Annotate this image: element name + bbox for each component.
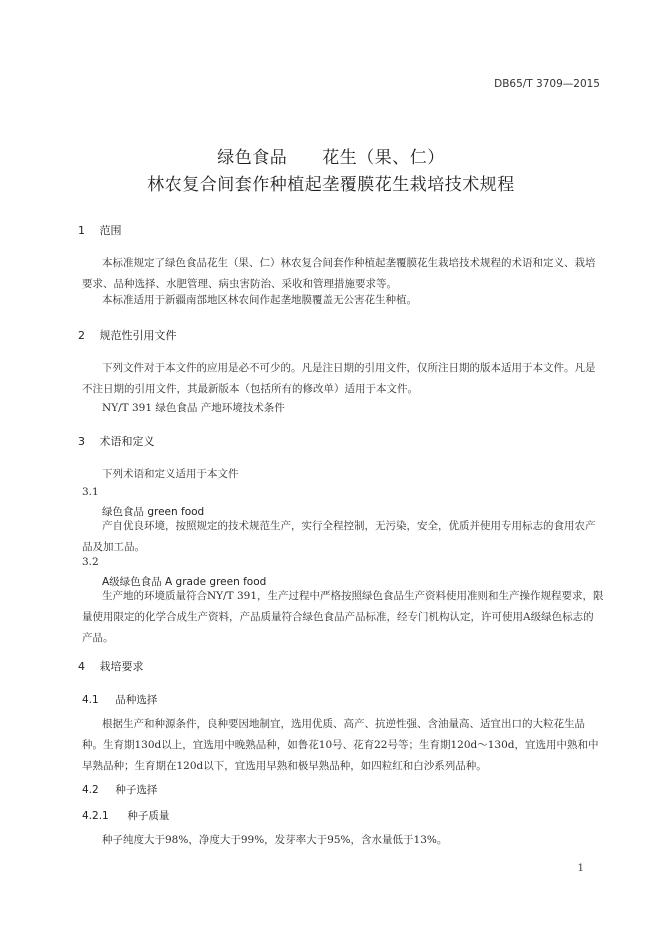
section-3-heading <box>78 433 155 449</box>
subsection-title: 品种选择 <box>115 694 158 706</box>
subsection-number: 4.1 <box>82 694 99 706</box>
term-3-2-number: 3.2 <box>82 556 99 568</box>
term-3-1-title: 绿色食品 green food <box>102 506 205 518</box>
terms-intro: 下列术语和定义适用于本文件 <box>102 468 239 480</box>
document-title-line1: 绿色食品 花生（果、仁） <box>217 148 445 168</box>
section-number: 3 <box>78 435 85 448</box>
subsection-4-1-heading <box>82 692 157 707</box>
subsection-4-2-1-paragraph: 种子纯度大于98%，净度大于99%，发芽率大于95%，含水量低于13%。 <box>102 834 448 846</box>
subsection-number: 4.2 <box>82 784 99 796</box>
section-title: 栽培要求 <box>99 660 144 673</box>
subsection-4-2-heading <box>82 782 157 797</box>
section-title: 范围 <box>99 224 122 237</box>
section-1-heading <box>78 222 122 238</box>
section-title: 术语和定义 <box>99 435 155 448</box>
section-number: 4 <box>78 660 85 673</box>
subsection-title: 种子选择 <box>115 784 158 796</box>
term-3-1-number: 3.1 <box>82 486 99 498</box>
section-number: 2 <box>78 329 85 342</box>
subsection-number: 4.2.1 <box>82 810 109 822</box>
normative-reference: NY/T 391 绿色食品 产地环境技术条件 <box>102 402 285 414</box>
term-3-2-definition: 生产地的环境质量符合NY/T 391，生产过程中严格按照绿色食品生产资料使用准则和生产操作规程要求，限量使用限定的化学合成生产资料，产品质量符合绿色食品产品标准，经专门机构认定，许可使用A级绿色标志的产品。 <box>82 590 604 644</box>
subsection-title: 种子质量 <box>127 810 170 822</box>
subsection-4-2-1-heading <box>82 808 169 823</box>
standard-number: DB65/T 3709—2015 <box>494 78 600 90</box>
section-2-paragraph-1: 下列文件对于本文件的应用是必不可少的。凡是注日期的引用文件，仅所注日期的版本适用于本文件。凡是不注日期的引用文件，其最新版本（包括所有的修改单）适用于本文件。 <box>82 362 596 395</box>
term-3-1-definition: 产自优良环境，按照规定的技术规范生产，实行全程控制，无污染，安全，优质并使用专用标志的食用农产品及加工品。 <box>82 520 596 553</box>
document-title-line2: 林农复合间套作种植起垄覆膜花生栽培技术规程 <box>147 175 515 195</box>
section-1-paragraph-1: 本标准规定了绿色食品花生（果、仁）林农复合间套作种植起垄覆膜花生栽培技术规程的术语和定义、栽培要求、品种选择、水肥管理、病虫害防治、采收和管理措施要求等。 <box>82 257 596 290</box>
section-1-paragraph-2: 本标准适用于新疆南部地区林农间作起垄地膜覆盖无公害花生种植。 <box>102 294 417 306</box>
section-4-heading <box>78 658 144 674</box>
section-2-heading <box>78 327 177 343</box>
subsection-4-1-paragraph: 根据生产和种源条件，良种要因地制宜，选用优质、高产、抗逆性强、含油量高、适宜出口的大粒花生品种。生育期130d以上，宜选用中晚熟品种，如鲁花10号、花育22号等；生育期120d～130d，宜选用中熟和中早熟品种；生育期在120d以下，宜选用早熟和极早熟品种，如四粒红和白沙系列品种。 <box>82 718 599 772</box>
section-number: 1 <box>78 224 85 237</box>
page-number: 1 <box>577 862 584 874</box>
section-title: 规范性引用文件 <box>99 329 177 342</box>
term-3-2-title: A级绿色食品 A grade green food <box>102 576 267 588</box>
